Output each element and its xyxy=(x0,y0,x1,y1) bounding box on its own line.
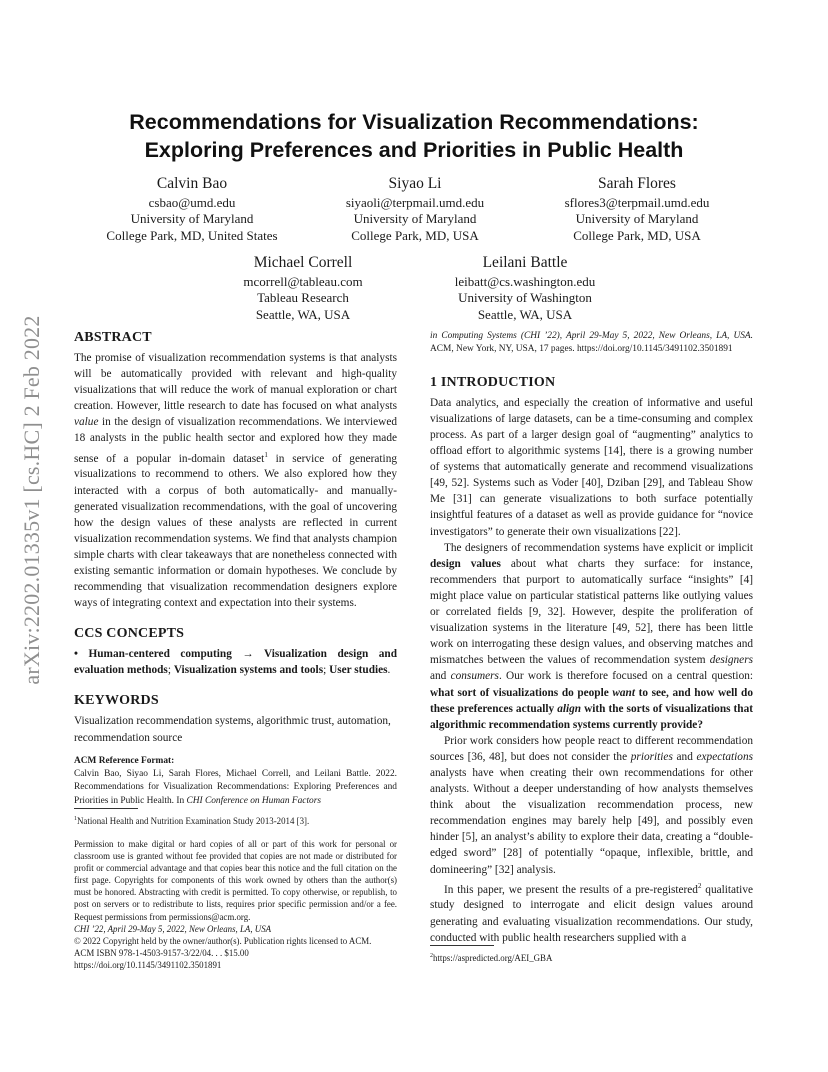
author-org: University of Maryland xyxy=(353,211,477,227)
author-location: Seattle, WA, USA xyxy=(255,306,351,322)
author-block-5 xyxy=(425,252,625,323)
isbn-line: ACM ISBN 978-1-4503-9157-3/22/04. . . $15.00 xyxy=(74,947,249,958)
doi-line: https://doi.org/10.1145/3491102.3501891 xyxy=(74,959,222,970)
author-name: Siyao Li xyxy=(388,175,442,192)
author-org: University of Maryland xyxy=(575,211,699,227)
ccs-heading: CCS CONCEPTS xyxy=(74,626,185,642)
author-name: Sarah Flores xyxy=(598,175,676,192)
intro-paragraph-2: The designers of recommendation systems have explicit or implicit design values about what charts they surface: for instance, recommenders that purport to automatically surface “insights” [4] might place value on particular statistical patterns like outlying values or correlated fields [9, 32]. However, despite the proliferation of visualization systems in the literature [49, 52], there has been little work on interrogating these design values, and observing matches and mismatches between the values of recommendation system designers and consumers. Our work is therefore focused on a central question: what sort of visualizations do people want to see, and how well do these preferences actually align with the sorts of visualizations that algorithmic recommendation systems currently provide? xyxy=(430,541,754,731)
keywords-heading: KEYWORDS xyxy=(74,693,159,709)
footnote-rule xyxy=(74,808,138,809)
author-email: siyaoli@terpmail.umd.edu xyxy=(345,195,485,210)
author-email: leibatt@cs.washington.edu xyxy=(454,274,596,289)
author-location: Seattle, WA, USA xyxy=(477,306,573,322)
title-line-1: Recommendations for Visualization Recommendations: xyxy=(129,110,699,134)
footnote-1: $^1$National Health and Nutrition Examination Study 2013-2014 [3]. xyxy=(74,815,310,826)
copyright-line: © 2022 Copyright held by the owner/author(s). Publication rights licensed to ACM. xyxy=(74,935,372,946)
author-name: Michael Correll xyxy=(253,254,353,271)
left-column xyxy=(74,329,397,808)
author-location: College Park, MD, United States xyxy=(106,227,278,243)
conference-line: CHI ’22, April 29-May 5, 2022, New Orleans, LA, USA xyxy=(74,923,272,934)
intro-paragraph-3: Prior work considers how people react to different recommendation sources [36, 48], but does not consider the priorities and expectations analysts have when creating their own recommendations for other analysts. Without a deeper understanding of how analysts themselves think about the visualization recommendation process, new recommendation engines may barely help [49], and possibly even hinder [5], an analyst’s ability to explore their data, creating a “double-edged sword” [28] of potentially “opaque, inflexible, brittle, and domineering” [32] analysis. xyxy=(430,734,753,876)
author-block-1 xyxy=(92,173,292,244)
right-column xyxy=(430,330,753,946)
paper-title xyxy=(0,108,828,164)
acm-ref-heading: ACM Reference Format: xyxy=(74,755,175,766)
acm-ref-continued: in Computing Systems (CHI ’22), April 29-May 5, 2022, New Orleans, LA, USA. ACM, New York, NY, USA, 17 pages. https://doi.org/10.1145/3491102.3501891 xyxy=(430,331,753,355)
permission-text: Permission to make digital or hard copies of all or part of this work for personal or classroom use is granted without fee provided that copies are not made or distributed for profit or commercial advantage and that copies bear this notice and the full citation on the first page. Copyrights for components of this work owned by others than the author(s) must be honored. Abstracting with credit is permitted. To copy otherwise, or republish, to post on servers or to redistribute to lists, requires prior specific permission and/or a fee. Request permissions from permissions@acm.org. xyxy=(74,839,397,922)
acm-ref-text: Calvin Bao, Siyao Li, Sarah Flores, Michael Correll, and Leilani Battle. 2022. Recommendations for Visualization Recommendations: Exploring Preferences and Priorities in Public Health. In CHI Conference on Human Factors xyxy=(74,769,397,806)
abstract-heading: ABSTRACT xyxy=(74,330,152,345)
author-email: csbao@umd.edu xyxy=(148,195,236,210)
author-email: sflores3@terpmail.umd.edu xyxy=(564,195,710,210)
ccs-text: • Human-centered computing → Visualization design and evaluation methods; Visualization systems and tools; User studies. xyxy=(74,648,397,677)
author-location: College Park, MD, USA xyxy=(573,227,701,243)
footnote-2: $^2$https://aspredicted.org/AEI_GBA xyxy=(430,952,553,963)
author-block-2 xyxy=(315,173,515,244)
permission-block xyxy=(74,838,397,971)
author-name: Leilani Battle xyxy=(482,254,568,271)
introduction-heading: 1 INTRODUCTION xyxy=(430,374,556,390)
intro-paragraph-4: In this paper, we present the results of a pre-registered$^2$ qualitative study designed to interrogate and elicit design values around generating and evaluating visualization recommendations. Our study, conducted with public health researchers supplied with a xyxy=(430,881,753,944)
title-line-2: Exploring Preferences and Priorities in Public Health xyxy=(144,138,684,162)
arxiv-stamp xyxy=(12,290,52,710)
author-org: Tableau Research xyxy=(257,290,349,306)
author-location: College Park, MD, USA xyxy=(351,227,479,243)
abstract-text: The promise of visualization recommendation systems is that analysts will be automatically provided with relevant and high-quality visualizations that will reduce the work of manual exploration or chart creation. However, little research to date has focused on what analysts value in the design of visualization recommendations. We interviewed 18 analysts in the public health sector and explored how they made sense of a popular in-domain dataset$^1$ in service of generating visualizations to recommend to others. We also explored how they interacted with a corpus of both automatically- and manually-generated visualization recommendations, with the goal of uncovering how the design values of these analysts are reflected in current visualization recommendation systems. We find that analysts champion simple charts with clear takeaways that are nonetheless connected with existing semantic information or domain hypotheses. We conclude by recommending that visualization recommendation designers explore ways of integrating context and expectation into their systems. xyxy=(74,352,397,610)
author-name: Calvin Bao xyxy=(156,175,228,192)
author-email: mcorrell@tableau.com xyxy=(243,274,363,289)
intro-paragraph-1: Data analytics, and especially the creation of informative and useful visualizations of large datasets, can be a time-consuming and complex process. As part of a larger design goal of “augmenting” analytics to offload effort to algorithmic systems [14], there is a growing number of systems that automatically generate and recommend visualizations [49, 52]. Systems such as Voder [40], Dziban [29], and Tableau Show Me [31] can generate visualizations to both surface potentially insightful features of a dataset as well as provide guidance for “novice investigators” to generate their own visualizations [22]. xyxy=(430,396,753,538)
footnote-rule-right xyxy=(430,945,494,946)
arxiv-id: arXiv:2202.01335v1 [cs.HC] 2 Feb 2022 xyxy=(19,315,44,685)
author-org: University of Maryland xyxy=(130,211,254,227)
author-org: University of Washington xyxy=(458,290,592,306)
author-block-3 xyxy=(537,173,737,244)
author-block-4 xyxy=(203,252,403,323)
keywords-text: Visualization recommendation systems, algorithmic trust, automation, recommendation source xyxy=(74,715,391,744)
